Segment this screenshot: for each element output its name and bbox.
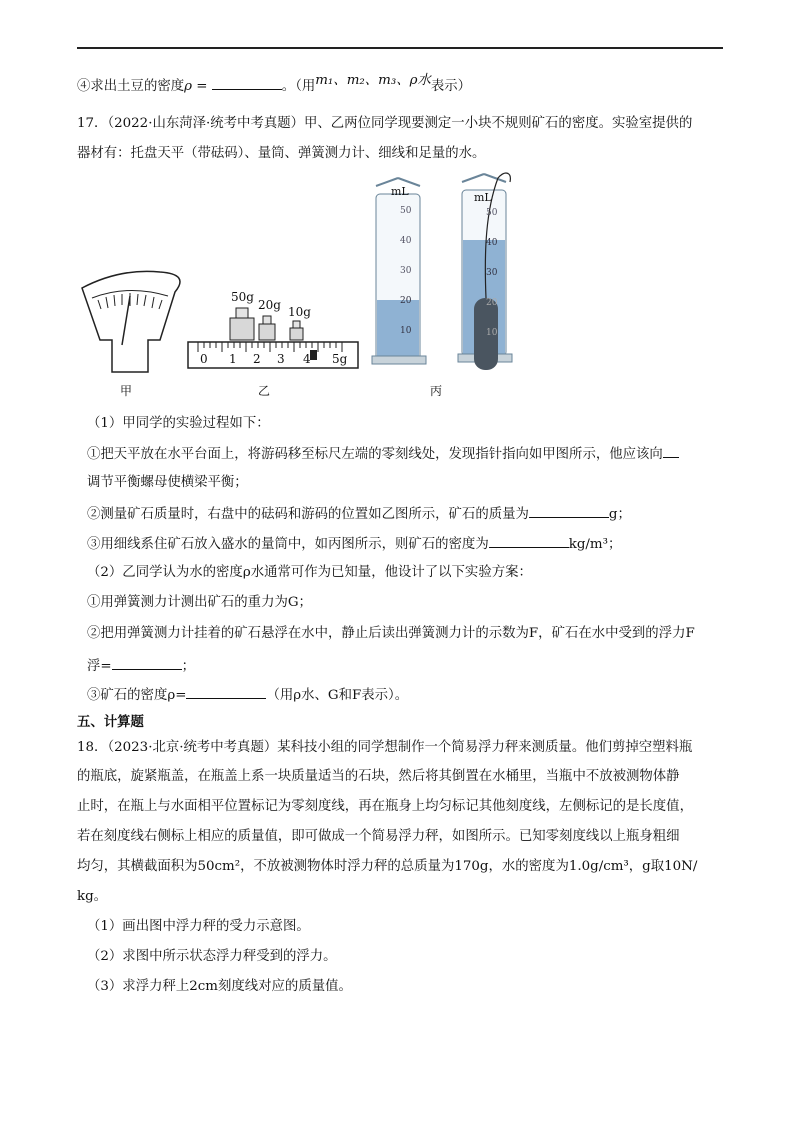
q17-intro-line2: 器材有：托盘天平（带砝码）、量筒、弹簧测力计、细线和足量的水。 [77, 146, 486, 161]
q17-p1-step1-line2: 调节平衡螺母使横梁平衡； [87, 475, 248, 490]
measuring-cylinder-left [372, 178, 426, 364]
q18-sub3: （3）求浮力秤上2cm刻度线对应的质量值。 [87, 979, 352, 994]
ruler-tick-4: 4 [303, 352, 311, 366]
q17-p1-step3-text: ③用细线系住矿石放入盛水的量筒中，如丙图所示，则矿石的密度为 [87, 537, 489, 552]
q17-p1-step3 [87, 533, 621, 555]
q18-sub1: （1）画出图中浮力秤的受力示意图。 [87, 919, 310, 934]
cylinder-right-tick-50: 50 [486, 208, 498, 218]
q17-p2-step2-line1: ②把用弹簧测力计挂着的矿石悬浮在水中，静止后读出弹簧测力计的示数为F，矿石在水中受到的浮力F [87, 626, 695, 641]
ruler-tick-5g: 5g [332, 352, 348, 366]
q17-p2-step2-suffix: ； [181, 659, 196, 674]
q17-part1-head: （1）甲同学的实验过程如下： [87, 416, 270, 431]
ruler-tick-0: 0 [200, 352, 208, 366]
q16-step4-mid: 。（用 [281, 79, 316, 94]
section-title: 五、计算题 [77, 715, 144, 730]
q17-p1-step3-unit: kg/m³； [568, 537, 622, 552]
ruler-tick-3: 3 [277, 352, 285, 366]
q18-line4: 若在刻度线右侧标上相应的质量值，即可做成一个简易浮力秤，如图所示。已知零刻度线以上瓶身粗细 [77, 829, 680, 844]
figure-label-yi: 乙 [258, 384, 271, 398]
cylinder-right-unit: mL [474, 191, 492, 204]
q16-step4-prefix: ④求出土豆的密度 [77, 79, 185, 94]
q18-line1: 18．（2023·北京·统考中考真题）某科技小组的同学想制作一个简易浮力秤来测质量。他们剪掉空塑料瓶 [77, 740, 693, 755]
q17-p2-step3 [87, 684, 408, 706]
q16-step4-suffix: 表示） [430, 79, 472, 94]
cylinder-right-tick-20: 20 [486, 298, 498, 308]
q17-p2-step2-line2 [87, 655, 195, 677]
q17-p2-step1: ①用弹簧测力计测出矿石的重力为G； [87, 595, 312, 610]
cylinder-left-tick-10: 10 [400, 326, 412, 336]
cylinder-left-tick-40: 40 [400, 236, 412, 246]
q17-part2-head: （2）乙同学认为水的密度ρ水通常可作为已知量，他设计了以下实验方案： [87, 565, 532, 580]
q16-vars: m₁、m₂、m₃、ρ水 [315, 73, 431, 88]
q17-figure [0, 0, 800, 400]
q18-line5: 均匀，其横截面积为50cm²，不放被测物体时浮力秤的总质量为170g，水的密度为1.0g/cm³，g取10N/ [77, 859, 698, 874]
q17-p2-step3-prefix: ③矿石的密度ρ= [87, 688, 187, 703]
q17-p2-step2-prefix: 浮= [87, 659, 112, 674]
q18-sub2: （2）求图中所示状态浮力秤受到的浮力。 [87, 949, 337, 964]
q17-p2-step3-suffix: （用ρ水、G和F表示）。 [266, 688, 409, 703]
cylinder-left-unit: mL [391, 185, 409, 198]
cylinder-left-tick-30: 30 [400, 266, 412, 276]
answer-blank [112, 655, 182, 670]
q17-figure-svg [0, 0, 800, 400]
ruler-tick-1: 1 [229, 352, 237, 366]
weight-label-50g: 50g [231, 290, 254, 304]
q17-p1-step1-text: ①把天平放在水平台面上，将游码移至标尺左端的零刻线处，发现指针指向如甲图所示，他应该向 [87, 447, 663, 462]
cylinder-right-tick-30: 30 [486, 268, 498, 278]
answer-blank [663, 443, 679, 458]
q17-p1-step2-unit: g； [608, 507, 631, 522]
q18-line6: kg。 [77, 889, 108, 904]
q17-p1-step1-line1 [87, 443, 679, 465]
q17-p1-step2 [87, 503, 631, 525]
ruler-tick-2: 2 [253, 352, 261, 366]
weight-label-20g: 20g [258, 298, 281, 312]
balance-dial [82, 271, 180, 372]
figure-label-jia: 甲 [120, 384, 133, 398]
cylinder-left-tick-20: 20 [400, 296, 412, 306]
rho-symbol: ρ = [184, 79, 208, 94]
answer-blank [529, 503, 609, 518]
cylinder-left-tick-50: 50 [400, 206, 412, 216]
q17-intro-line1: 17．（2022·山东菏泽·统考中考真题）甲、乙两位同学现要测定一小块不规则矿石的密度。实验室提供的 [77, 116, 693, 131]
answer-blank [186, 684, 266, 699]
q18-line3: 止时，在瓶上与水面相平位置标记为零刻度线，再在瓶身上均匀标记其他刻度线，左侧标记的是长度值， [77, 799, 693, 814]
figure-label-bing: 丙 [430, 384, 443, 398]
cylinder-right-tick-10: 10 [486, 328, 498, 338]
q17-p1-step2-text: ②测量矿石质量时，右盘中的砝码和游码的位置如乙图所示，矿石的质量为 [87, 507, 529, 522]
q18-line2: 的瓶底，旋紧瓶盖，在瓶盖上系一块质量适当的石块，然后将其倒置在水桶里，当瓶中不放被测物体静 [77, 769, 680, 784]
cylinder-right-tick-40: 40 [486, 238, 498, 248]
answer-blank [489, 533, 569, 548]
weight-label-10g: 10g [288, 305, 311, 319]
